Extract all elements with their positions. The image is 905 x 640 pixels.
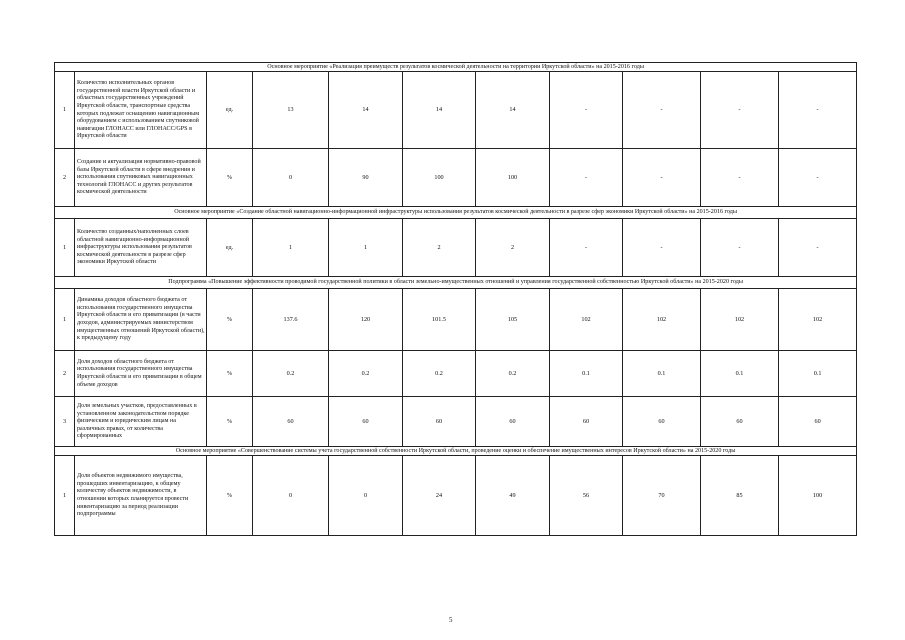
indicator-row: [55, 456, 857, 536]
value-cell: -: [550, 219, 623, 277]
value-cell: 90: [329, 149, 403, 207]
row-number-cell: 1: [55, 219, 75, 277]
section-title: Основное мероприятие «Совершенствование системы учета государственной собственности Иркутской области, проведение оценки и обеспечение имущественных интересов Иркутской области» на 2015-2020 годы: [55, 447, 857, 456]
section-header-row: [55, 447, 857, 456]
section-header-row: [55, 63, 857, 72]
indicator-name-cell: Создание и актуализация нормативно-правовой базы Иркутской области в сфере внедрения и использования спутниковых навигационных технологий ГЛОНАСС и других результатов космической деятельности: [75, 149, 207, 207]
indicators-table-container: [54, 62, 856, 536]
value-cell: -: [779, 72, 857, 149]
row-number-cell: 1: [55, 72, 75, 149]
value-cell: 102: [550, 289, 623, 351]
page-number: 5: [449, 616, 453, 624]
value-cell: 2: [476, 219, 550, 277]
value-cell: 102: [779, 289, 857, 351]
value-cell: 60: [623, 397, 701, 447]
value-cell: -: [623, 149, 701, 207]
value-cell: 60: [701, 397, 779, 447]
value-cell: 60: [403, 397, 476, 447]
value-cell: 0.2: [329, 351, 403, 397]
indicator-row: [55, 149, 857, 207]
value-cell: 0.1: [623, 351, 701, 397]
row-number-cell: 2: [55, 149, 75, 207]
indicator-row: [55, 397, 857, 447]
value-cell: -: [701, 219, 779, 277]
value-cell: 0.1: [550, 351, 623, 397]
value-cell: -: [550, 72, 623, 149]
section-header-row: [55, 207, 857, 219]
value-cell: -: [623, 219, 701, 277]
section-header-row: [55, 277, 857, 289]
section-title: Подпрограмма «Повышение эффективности проводимой государственной политики в области земельно-имущественных отношений и управления государственной собственностью Иркутской области» на 2015-2020 годы: [55, 277, 857, 289]
value-cell: 60: [779, 397, 857, 447]
row-number-cell: 3: [55, 397, 75, 447]
value-cell: 60: [253, 397, 329, 447]
value-cell: 14: [403, 72, 476, 149]
value-cell: 0.2: [476, 351, 550, 397]
indicator-row: [55, 351, 857, 397]
value-cell: -: [779, 149, 857, 207]
value-cell: 13: [253, 72, 329, 149]
value-cell: 100: [403, 149, 476, 207]
value-cell: 49: [476, 456, 550, 536]
value-cell: -: [701, 149, 779, 207]
row-number-cell: 2: [55, 351, 75, 397]
value-cell: -: [701, 72, 779, 149]
value-cell: 60: [329, 397, 403, 447]
indicator-row: [55, 289, 857, 351]
value-cell: -: [623, 72, 701, 149]
indicator-name-cell: Количество исполнительных органов государственной власти Иркутской области и областных государственных учреждений Иркутской области, транспортные средства которых подлежат оснащению навигационным оборудованием с использованием спутниковой навигации ГЛОНАСС или ГЛОНАСС/GPS в Иркутской области: [75, 72, 207, 149]
indicator-name-cell: Доля земельных участков, предоставленных в установленном законодательством порядке физическим и юридическим лицам на различных правах, от количества сформированных: [75, 397, 207, 447]
value-cell: 1: [253, 219, 329, 277]
value-cell: 60: [476, 397, 550, 447]
value-cell: 0.2: [253, 351, 329, 397]
value-cell: 101.5: [403, 289, 476, 351]
value-cell: 56: [550, 456, 623, 536]
value-cell: 14: [476, 72, 550, 149]
section-title: Основное мероприятие «Реализация преимуществ результатов космической деятельности на территории Иркутской области» на 2015-2016 годы: [55, 63, 857, 72]
value-cell: 14: [329, 72, 403, 149]
value-cell: 102: [623, 289, 701, 351]
unit-cell: %: [207, 351, 253, 397]
value-cell: 0: [329, 456, 403, 536]
unit-cell: ед.: [207, 219, 253, 277]
value-cell: -: [779, 219, 857, 277]
value-cell: 70: [623, 456, 701, 536]
value-cell: 0.2: [403, 351, 476, 397]
unit-cell: %: [207, 456, 253, 536]
value-cell: 137.6: [253, 289, 329, 351]
value-cell: 0: [253, 149, 329, 207]
unit-cell: ед.: [207, 72, 253, 149]
unit-cell: %: [207, 289, 253, 351]
value-cell: 1: [329, 219, 403, 277]
row-number-cell: 1: [55, 289, 75, 351]
value-cell: 100: [779, 456, 857, 536]
value-cell: 102: [701, 289, 779, 351]
indicator-row: [55, 72, 857, 149]
indicator-name-cell: Количество созданных/наполненных слоев областной навигационно-информационной инфраструктуры использования результатов космической деятельности в разрезе сфер экономики Иркутской области: [75, 219, 207, 277]
indicator-row: [55, 219, 857, 277]
value-cell: 100: [476, 149, 550, 207]
indicator-name-cell: Динамика доходов областного бюджета от использования государственного имущества Иркутской области и его приватизации (в части доходов, администрируемых министерством имущественных отношений Иркутской области), к предыдущему году: [75, 289, 207, 351]
value-cell: 105: [476, 289, 550, 351]
value-cell: 0: [253, 456, 329, 536]
value-cell: 120: [329, 289, 403, 351]
indicator-name-cell: Доля доходов областного бюджета от использования государственного имущества Иркутской области и его приватизации в общем объеме доходов: [75, 351, 207, 397]
unit-cell: %: [207, 149, 253, 207]
value-cell: 2: [403, 219, 476, 277]
indicators-table: [54, 62, 857, 536]
indicator-name-cell: Доля объектов недвижимого имущества, прошедших инвентаризацию, к общему количеству объектов недвижимости, в отношении которых планируется провести инвентаризацию за период реализации подпрограммы: [75, 456, 207, 536]
value-cell: -: [550, 149, 623, 207]
section-title: Основное мероприятие «Создание областной навигационно-информационной инфраструктуры использования результатов космической деятельности в разрезе сфер экономики Иркутской области» на 2015-2016 годы: [55, 207, 857, 219]
value-cell: 24: [403, 456, 476, 536]
value-cell: 85: [701, 456, 779, 536]
value-cell: 60: [550, 397, 623, 447]
row-number-cell: 1: [55, 456, 75, 536]
value-cell: 0.1: [779, 351, 857, 397]
value-cell: 0.1: [701, 351, 779, 397]
unit-cell: %: [207, 397, 253, 447]
